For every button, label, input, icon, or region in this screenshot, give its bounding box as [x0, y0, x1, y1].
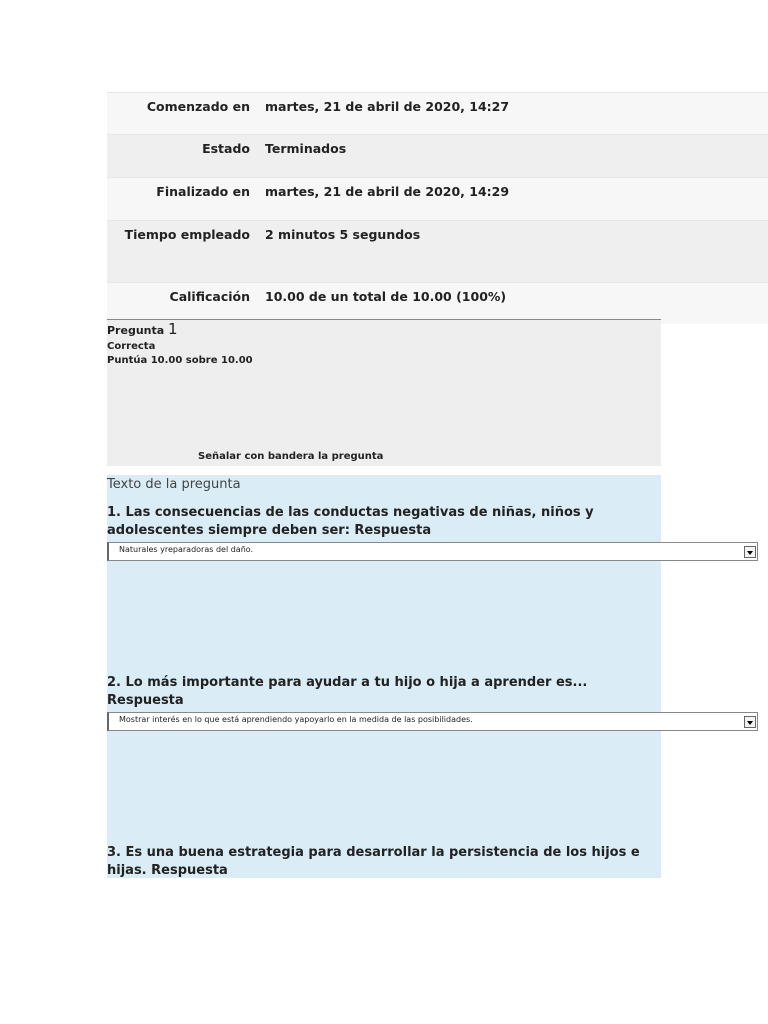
question-content-panel [107, 475, 661, 878]
summary-row-status [107, 134, 768, 177]
summary-label: Estado [202, 141, 250, 156]
question-number-value: 1 [168, 320, 178, 338]
attempt-summary-table [107, 92, 768, 324]
summary-row-time-taken [107, 220, 768, 282]
summary-row-started [107, 92, 768, 134]
question-text-title: Texto de la pregunta [107, 477, 241, 492]
summary-value: 2 minutos 5 segundos [265, 227, 421, 242]
summary-row-finished [107, 177, 768, 220]
question-text-2: 2. Lo más importante para ayudar a tu hijo o hija a aprender es... Respuesta [107, 675, 588, 708]
summary-value: Terminados [265, 141, 347, 156]
summary-row-grade [107, 282, 768, 324]
flag-question-link[interactable]: Señalar con bandera la pregunta [198, 451, 384, 462]
question-state: Correcta [107, 341, 156, 352]
question-text-1: 1. Las consecuencias de las conductas negativas de niñas, niños y adolescentes siempre deben ser: Respuesta [107, 505, 594, 538]
question-number [107, 320, 178, 338]
chevron-down-icon[interactable] [744, 546, 756, 558]
summary-value: martes, 21 de abril de 2020, 14:29 [265, 184, 510, 199]
answer-select-2[interactable] [107, 712, 758, 731]
chevron-down-icon[interactable] [744, 716, 756, 728]
question-info-panel [107, 319, 661, 466]
summary-label: Finalizado en [156, 184, 250, 199]
answer-select-value: Naturales yreparadoras del daño. [119, 545, 254, 554]
summary-value: 10.00 de un total de 10.00 (100%) [265, 289, 507, 304]
question-prefix: Pregunta [107, 324, 165, 337]
question-text-3: 3. Es una buena estrategia para desarrollar la persistencia de los hijos e hijas. Respuesta [107, 845, 640, 878]
answer-select-1[interactable] [107, 542, 758, 561]
summary-label: Tiempo empleado [124, 227, 250, 242]
question-grade: Puntúa 10.00 sobre 10.00 [107, 355, 253, 366]
summary-value: martes, 21 de abril de 2020, 14:27 [265, 99, 510, 114]
summary-label: Comenzado en [146, 99, 250, 114]
answer-select-value: Mostrar interés en lo que está aprendiendo yapoyarlo en la medida de las posibilidades. [119, 715, 473, 724]
summary-label: Calificación [169, 289, 250, 304]
